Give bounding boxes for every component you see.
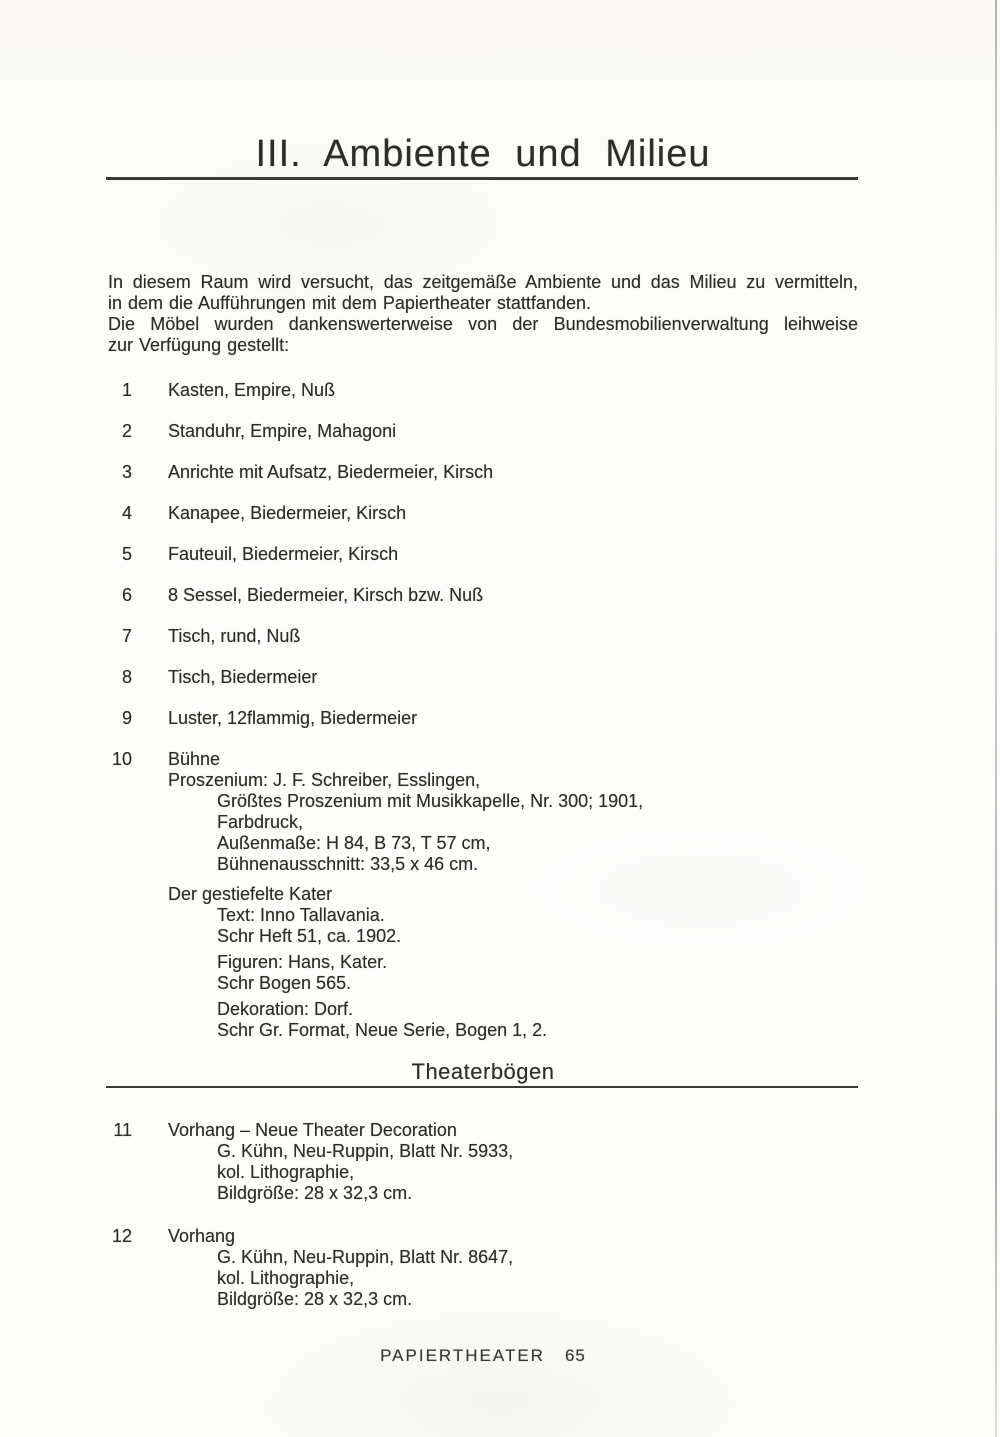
entry-line: Bühne bbox=[168, 749, 221, 769]
entry-line: Schr Gr. Format, Neue Serie, Bogen 1, 2. bbox=[217, 1020, 548, 1040]
entry-number: 10 bbox=[111, 749, 132, 769]
entry-line: G. Kühn, Neu-Ruppin, Blatt Nr. 5933, bbox=[217, 1141, 514, 1161]
entry-number: 11 bbox=[113, 1120, 132, 1140]
entry-line: Schr Bogen 565. bbox=[217, 973, 352, 993]
entry-number: 2 bbox=[121, 421, 132, 441]
entry-body bbox=[168, 708, 858, 729]
entry-line: kol. Lithographie, bbox=[217, 1268, 355, 1288]
intro-line: In diesem Raum wird versucht, das zeitgemäße Ambiente und das Milieu zu vermitteln, bbox=[108, 272, 858, 292]
intro-line: zur Verfügung gestellt: bbox=[108, 335, 290, 355]
catalog-entry bbox=[108, 749, 858, 1041]
catalog-entry bbox=[108, 1120, 858, 1204]
entry-line: Vorhang bbox=[168, 1226, 236, 1246]
entry-body bbox=[168, 626, 858, 647]
entry-number: 5 bbox=[121, 544, 132, 564]
entry-line: Figuren: Hans, Kater. bbox=[217, 952, 388, 972]
entry-number: 12 bbox=[111, 1226, 132, 1246]
entry-line: Der gestiefelte Kater bbox=[168, 884, 333, 904]
entry-line: Fauteuil, Biedermeier, Kirsch bbox=[168, 544, 399, 564]
entry-line: Anrichte mit Aufsatz, Biedermeier, Kirsch bbox=[168, 462, 494, 482]
entry-line: Bildgröße: 28 x 32,3 cm. bbox=[217, 1289, 413, 1309]
entry-line: G. Kühn, Neu-Ruppin, Blatt Nr. 8647, bbox=[217, 1247, 514, 1267]
catalog-entry bbox=[108, 421, 858, 442]
entry-line: Größtes Proszenium mit Musikkapelle, Nr. 300; 1901, bbox=[217, 791, 644, 811]
entry-line: Tisch, rund, Nuß bbox=[168, 626, 301, 646]
catalog-entry bbox=[108, 503, 858, 524]
entry-line: Standuhr, Empire, Mahagoni bbox=[168, 421, 397, 441]
catalog-entry bbox=[108, 544, 858, 565]
entry-line: Tisch, Biedermeier bbox=[168, 667, 318, 687]
intro-paragraph bbox=[108, 272, 858, 356]
entry-line: Kanapee, Biedermeier, Kirsch bbox=[168, 503, 407, 523]
entry-number: 8 bbox=[121, 667, 132, 687]
entry-line: Vorhang – Neue Theater Decoration bbox=[168, 1120, 457, 1140]
entry-line: Dekoration: Dorf. bbox=[217, 999, 354, 1019]
entry-line: Kasten, Empire, Nuß bbox=[168, 380, 336, 400]
entry-number: 1 bbox=[121, 380, 132, 400]
entry-line: Text: Inno Tallavania. bbox=[217, 905, 385, 925]
footer-label: PAPIERTHEATER bbox=[380, 1346, 545, 1365]
entry-body bbox=[168, 749, 858, 1041]
entry-line: 8 Sessel, Biedermeier, Kirsch bzw. Nuß bbox=[168, 585, 484, 605]
entry-body bbox=[168, 421, 858, 442]
catalog-entry bbox=[108, 667, 858, 688]
entry-body bbox=[168, 462, 858, 483]
entry-number: 6 bbox=[121, 585, 132, 605]
entry-line: Außenmaße: H 84, B 73, T 57 cm, bbox=[217, 833, 491, 853]
entry-body bbox=[168, 585, 858, 606]
scan-edge-shadow bbox=[995, 0, 997, 1437]
entry-line: Schr Heft 51, ca. 1902. bbox=[217, 926, 402, 946]
theaterbogen-list bbox=[108, 1120, 858, 1310]
entry-body bbox=[168, 1120, 858, 1204]
entry-body bbox=[168, 667, 858, 688]
catalog-entry bbox=[108, 1226, 858, 1310]
page-footer bbox=[108, 1346, 858, 1366]
intro-line: in dem die Aufführungen mit dem Papiertheater stattfanden. bbox=[108, 293, 591, 313]
section-heading: Theaterbögen bbox=[411, 1059, 555, 1084]
catalog-entry bbox=[108, 708, 858, 729]
entry-line: Proszenium: J. F. Schreiber, Esslingen, bbox=[168, 770, 481, 790]
entry-body bbox=[168, 544, 858, 565]
entry-number: 3 bbox=[121, 462, 132, 482]
page-content bbox=[108, 0, 858, 1366]
catalog-entry bbox=[108, 626, 858, 647]
entry-number: 7 bbox=[121, 626, 132, 646]
section-underline bbox=[106, 1086, 858, 1088]
entry-body bbox=[168, 380, 858, 401]
entry-number: 4 bbox=[121, 503, 132, 523]
page-title: III. Ambiente und Milieu bbox=[255, 133, 711, 175]
entry-line: Farbdruck, bbox=[217, 812, 304, 832]
entry-number: 9 bbox=[121, 708, 132, 728]
catalog-entry bbox=[108, 462, 858, 483]
entry-line: Bühnenausschnitt: 33,5 x 46 cm. bbox=[217, 854, 479, 874]
intro-line: Die Möbel wurden dankenswerterweise von der Bundesmobilienverwaltung leihweise bbox=[108, 314, 858, 334]
entry-body bbox=[168, 1226, 858, 1310]
catalog-entry bbox=[108, 380, 858, 401]
page-number: 65 bbox=[564, 1346, 586, 1365]
catalog-entry bbox=[108, 585, 858, 606]
title-underline bbox=[106, 177, 858, 180]
entry-line: Luster, 12flammig, Biedermeier bbox=[168, 708, 418, 728]
entry-line: Bildgröße: 28 x 32,3 cm. bbox=[217, 1183, 413, 1203]
entry-body bbox=[168, 503, 858, 524]
furniture-list bbox=[108, 380, 858, 1041]
entry-line: kol. Lithographie, bbox=[217, 1162, 355, 1182]
